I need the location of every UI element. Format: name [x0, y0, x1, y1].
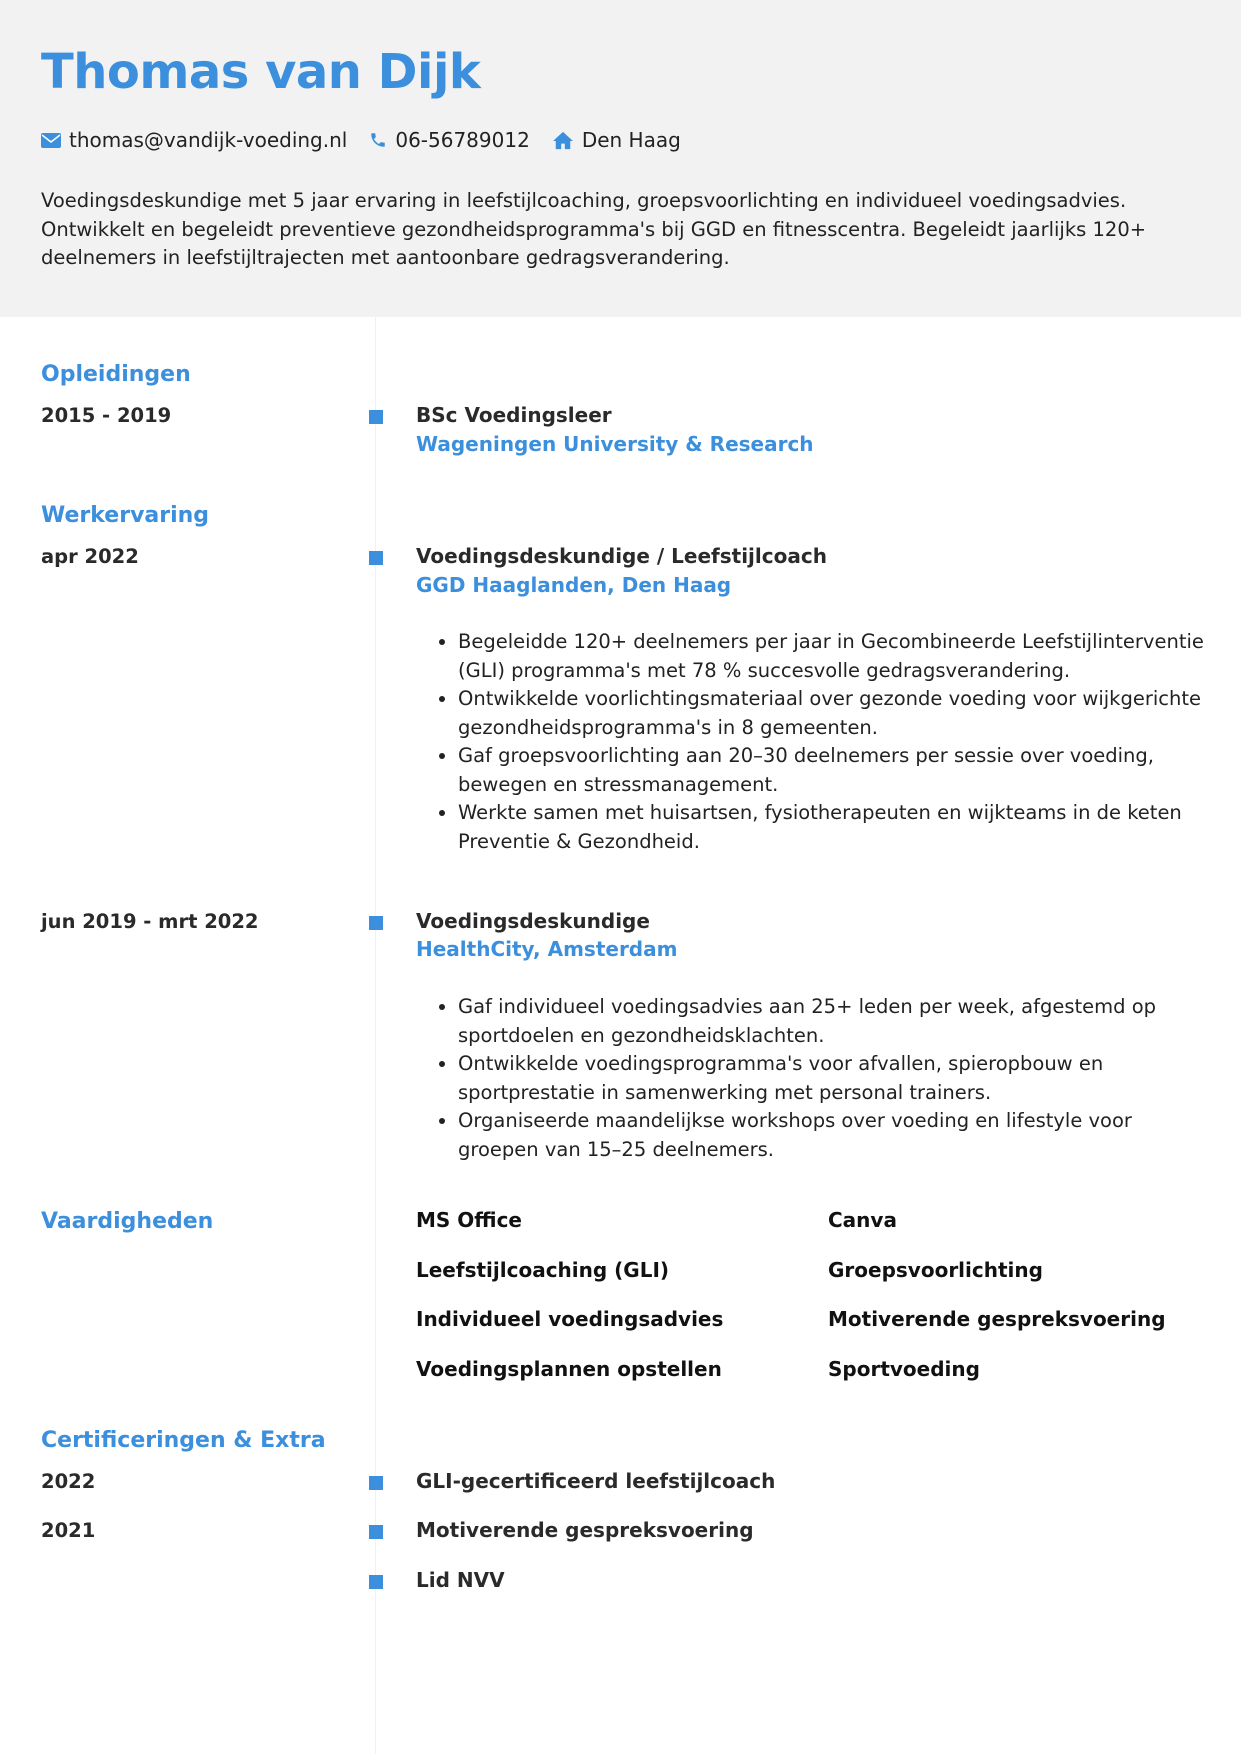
education-date: 2015 - 2019 — [41, 404, 172, 427]
certification-date: 2022 — [41, 1470, 96, 1493]
section-title-experience: Werkervaring — [41, 503, 210, 528]
skill-item: MS Office — [416, 1208, 522, 1232]
job-company: HealthCity, Amsterdam — [416, 937, 678, 961]
list-item: • Begeleidde 120+ deelnemers per jaar in Gecombineerde Leefstijlinterventie (GLI) programma's met 78 % succesvolle gedragsverandering. — [458, 628, 1206, 685]
list-item: • Gaf groepsvoorlichting aan 20–30 deelnemers per sessie over voeding, bewegen en stressmanagement. — [458, 742, 1206, 799]
list-item: • Werkte samen met huisartsen, fysiotherapeuten en wijkteams in de keten Preventie & Gezondheid. — [458, 799, 1206, 856]
list-item: • Ontwikkelde voedingsprogramma's voor afvallen, spieropbouw en sportprestatie in samenwerking met personal trainers. — [458, 1050, 1206, 1107]
list-item: • Ontwikkelde voorlichtingsmateriaal over gezonde voeding voor wijkgerichte gezondheidsprogramma's in 8 gemeenten. — [458, 685, 1206, 742]
timeline-marker — [369, 1525, 383, 1539]
job-bullet-list — [416, 628, 1206, 856]
certification-name: Motiverende gespreksvoering — [416, 1518, 754, 1542]
job-date: apr 2022 — [41, 545, 139, 568]
profile-summary: Voedingsdeskundige met 5 jaar ervaring in leefstijlcoaching, groepsvoorlichting en individueel voedingsadvies. Ontwikkelt en begeleidt preventieve gezondheidsprogramma's bij GGD en fitnesscentra. Begeleidt jaarlijks 120+ deelnemers in leefstijltrajecten met aantoonbare gedragsverandering. — [41, 189, 1147, 269]
timeline-marker — [369, 916, 383, 930]
section-title-certifications: Certificeringen & Extra — [41, 1428, 326, 1453]
email-contact[interactable] — [41, 128, 347, 152]
email-text: thomas@vandijk-voeding.nl — [69, 128, 348, 152]
job-company: GGD Haaglanden, Den Haag — [416, 573, 732, 597]
skill-item: Sportvoeding — [828, 1357, 980, 1381]
job-title: Voedingsdeskundige — [416, 909, 650, 933]
list-item: • Gaf individueel voedingsadvies aan 25+ leden per week, afgestemd op sportdoelen en gezondheidsklachten. — [458, 993, 1206, 1050]
skill-item: Motiverende gespreksvoering — [828, 1307, 1166, 1331]
list-item: • Organiseerde maandelijkse workshops over voeding en lifestyle voor groepen van 15–25 deelnemers. — [458, 1107, 1206, 1164]
contact-info — [41, 128, 703, 152]
section-title-education: Opleidingen — [41, 362, 191, 387]
phone-text: 06-56789012 — [395, 128, 530, 152]
skill-item: Groepsvoorlichting — [828, 1258, 1043, 1282]
certification-date: 2021 — [41, 1519, 96, 1542]
job-date: jun 2019 - mrt 2022 — [41, 910, 259, 933]
certification-name: Lid NVV — [416, 1568, 505, 1592]
candidate-name: Thomas van Dijk — [41, 44, 481, 100]
timeline-marker — [369, 1476, 383, 1490]
location-contact — [552, 128, 681, 152]
timeline-marker — [369, 1575, 383, 1589]
education-school: Wageningen University & Research — [416, 432, 814, 456]
section-title-skills: Vaardigheden — [41, 1209, 214, 1234]
phone-icon — [369, 131, 387, 149]
certification-name: GLI-gecertificeerd leefstijlcoach — [416, 1469, 776, 1493]
job-title: Voedingsdeskundige / Leefstijlcoach — [416, 544, 827, 568]
timeline-marker — [369, 410, 383, 424]
header — [0, 0, 1241, 317]
timeline-marker — [369, 551, 383, 565]
skill-item: Individueel voedingsadvies — [416, 1307, 724, 1331]
skill-item: Voedingsplannen opstellen — [416, 1357, 722, 1381]
job-bullet-list — [416, 993, 1206, 1164]
phone-contact[interactable] — [369, 128, 529, 152]
home-icon — [552, 131, 574, 150]
skill-item: Canva — [828, 1208, 897, 1232]
envelope-icon — [41, 133, 61, 148]
skill-item: Leefstijlcoaching (GLI) — [416, 1258, 670, 1282]
location-text: Den Haag — [581, 128, 681, 152]
education-degree: BSc Voedingsleer — [416, 403, 612, 427]
